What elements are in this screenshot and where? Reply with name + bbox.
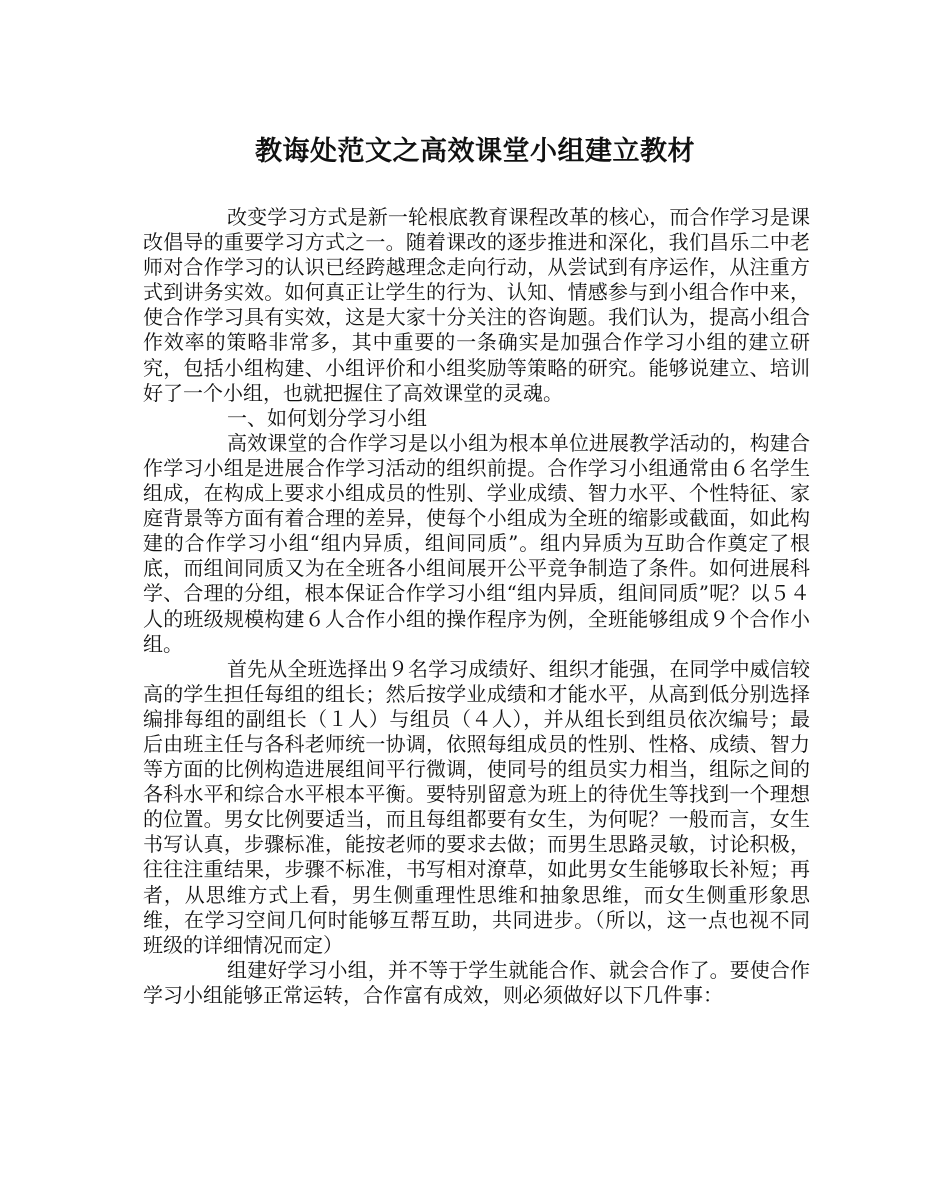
paragraph-conclusion: 组建好学习小组，并不等于学生就能合作、就会合作了。要使合作学习小组能够正常运转，合作富有成效，则必须做好以下几件事： — [143, 957, 810, 1007]
document-title: 教诲处范文之高效课堂小组建立教材 — [255, 136, 695, 167]
document-body — [143, 205, 810, 1008]
paragraph-procedure: 首先从全班选择出９名学习成绩好、组织才能强，在同学中威信较高的学生担任每组的组长；然后按学业成绩和才能水平，从高到低分别选择编排每组的副组长（１人）与组员（４人），并从组长到组员依次编号；最后由班主任与各科老师统一协调，依照每组成员的性别、性格、成绩、智力等方面的比例构造进展组间平行微调，使同号的组员实力相当，组际之间的各科水平和综合水平根本平衡。要特别留意为班上的待优生等找到一个理想的位置。男女比例要适当，而且每组都要有女生，为何呢？一般而言，女生书写认真，步骤标准，能按老师的要求去做；而男生思路灵敏，讨论积极，往往注重结果，步骤不标准，书写相对潦草，如此男女生能够取长补短；再者，从思维方式上看，男生侧重理性思维和抽象思维，而女生侧重形象思维，在学习空间几何时能够互帮互助，共同进步。（所以，这一点也视不同班级的详细情况而定） — [143, 656, 810, 957]
paragraph-intro: 改变学习方式是新一轮根底教育课程改革的核心，而合作学习是课改倡导的重要学习方式之一。随着课改的逐步推进和深化，我们昌乐二中老师对合作学习的认识已经跨越理念走向行动，从尝试到有序运作，从注重方式到讲务实效。如何真正让学生的行为、认知、情感参与到小组合作中来，使合作学习具有实效，这是大家十分关注的咨询题。我们认为，提高小组合作效率的策略非常多，其中重要的一条确实是加强合作学习小组的建立研究，包括小组构建、小组评价和小组奖励等策略的研究。能够说建立、培训好了一个小组，也就把握住了高效课堂的灵魂。 — [143, 205, 810, 405]
paragraph-grouping: 高效课堂的合作学习是以小组为根本单位进展教学活动的，构建合作学习小组是进展合作学习活动的组织前提。合作学习小组通常由６名学生组成，在构成上要求小组成员的性别、学业成绩、智力水平、个性特征、家庭背景等方面有着合理的差异，使每个小组成为全班的缩影或截面，如此构建的合作学习小组“组内异质，组间同质”。组内异质为互助合作奠定了根底，而组间同质又为在全班各小组间展开公平竞争制造了条件。如何进展科学、合理的分组，根本保证合作学习小组“组内异质，组间同质”呢？以５４人的班级规模构建６人合作小组的操作程序为例，全班能够组成９个合作小组。 — [143, 430, 810, 656]
section-heading-1: 一、如何划分学习小组 — [227, 405, 427, 430]
